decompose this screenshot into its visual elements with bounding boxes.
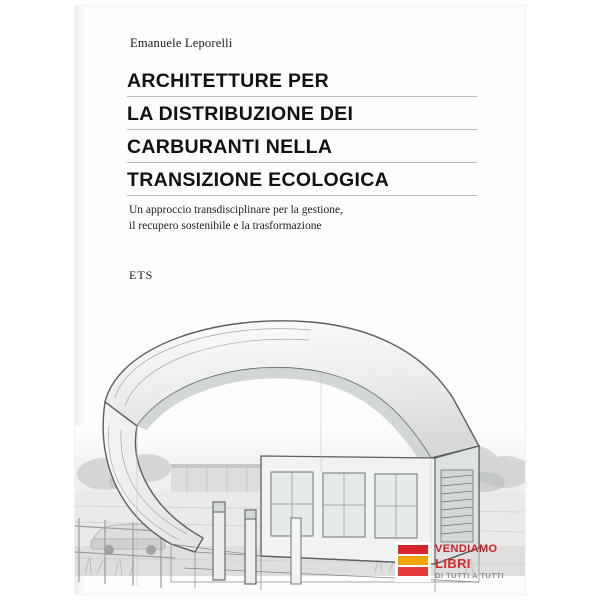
watermark-bar-red-2 (398, 567, 428, 576)
watermark-line-mid: LIBRI (435, 556, 471, 571)
book-subtitle (129, 202, 459, 234)
watermark-text (435, 543, 517, 581)
watermark-flag-icon (395, 542, 431, 582)
watermark-bar-orange (398, 556, 428, 565)
title-line-2: LA DISTRIBUZIONE DEI (127, 101, 477, 130)
author-name: Emanuele Leporelli (130, 36, 233, 50)
watermark-line-top: VENDIAMO (435, 543, 498, 555)
book-cover (75, 6, 525, 594)
subtitle-line-2: il recupero sostenibile e la trasformazione (129, 220, 322, 232)
title-line-4: TRANSIZIONE ECOLOGICA (127, 167, 477, 196)
page-right-margin (525, 0, 600, 600)
page-left-margin (0, 0, 75, 600)
watermark-bar-red (398, 545, 428, 554)
publisher-name: ETS (129, 268, 154, 282)
title-line-1: ARCHITETTURE PER (127, 68, 477, 97)
book-title (127, 68, 477, 200)
title-line-3: CARBURANTI NELLA (127, 134, 477, 163)
watermark-line-bottom: DI TUTTI A TUTTI (435, 571, 505, 580)
subtitle-line-1: Un approccio transdisciplinare per la gestione, (129, 204, 343, 216)
vendiamolibri-watermark (395, 540, 517, 586)
